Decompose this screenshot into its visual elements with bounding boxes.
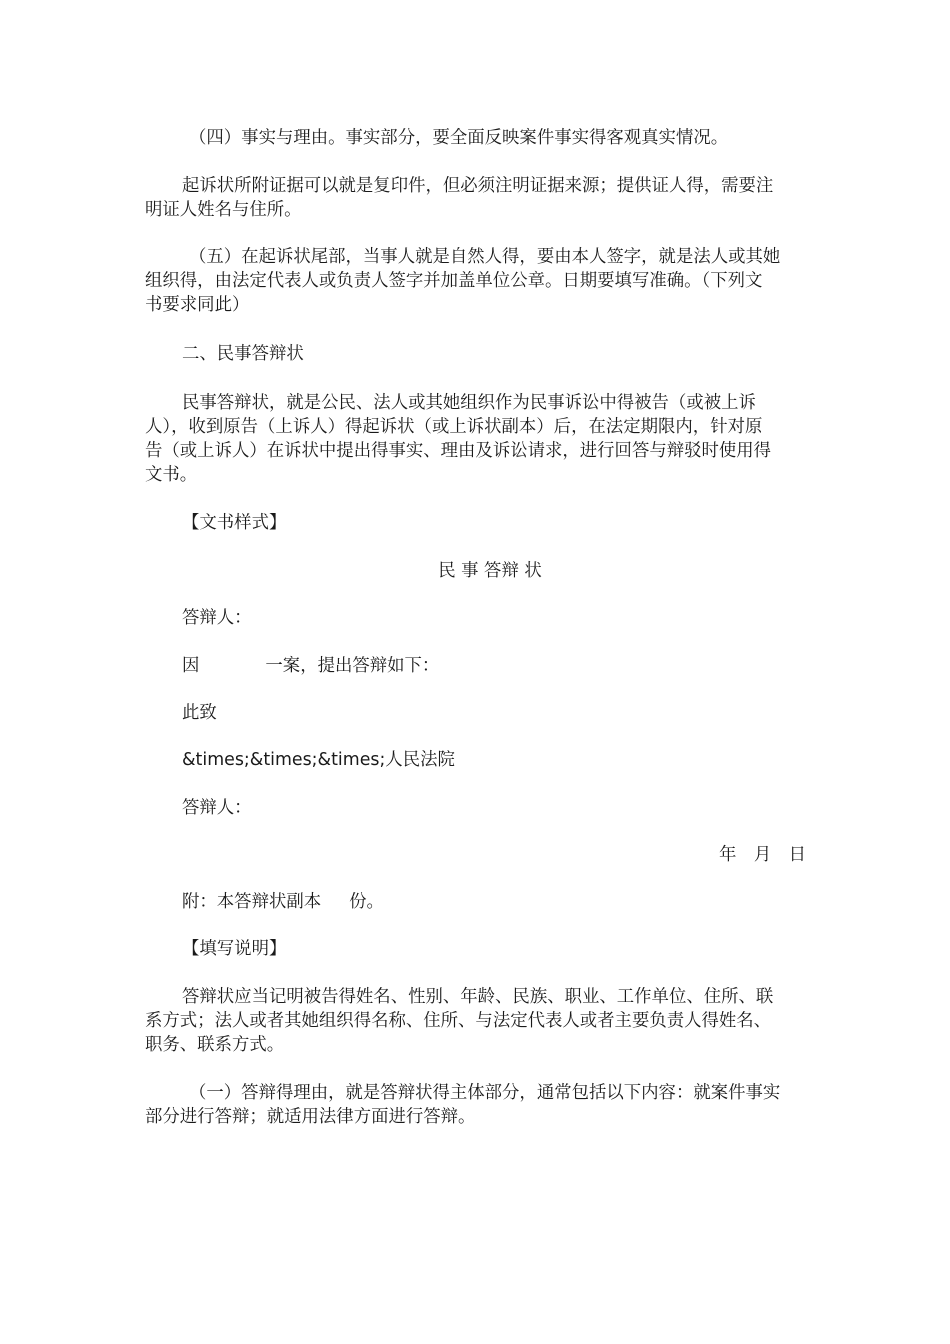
salutation (145, 701, 806, 725)
text-line: 明证人姓名与住所。 (145, 200, 302, 220)
paragraph-facts-reasons (145, 126, 806, 150)
court-name (145, 748, 806, 772)
instructions-heading (145, 937, 806, 961)
attachment-suffix: 份。 (349, 892, 384, 912)
text-line: 文书。 (145, 465, 198, 485)
paragraph-answer-reasons (145, 1081, 806, 1129)
paragraph-answer-content (145, 985, 806, 1057)
text-line: 书要求同此） (145, 295, 250, 315)
text-line: 起诉状所附证据可以就是复印件，但必须注明证据来源；提供证人得，需要注 (182, 176, 774, 196)
paragraph-signature-rule (145, 245, 806, 317)
respondent-field (145, 606, 806, 630)
text-line: 【文书样式】 (182, 513, 287, 533)
text-line: 人），收到原告（上诉人）得起诉状（或上诉状副本）后，在法定期限内，针对原 (145, 417, 763, 437)
document-title (145, 559, 806, 583)
text-line: 职务、联系方式。 (145, 1035, 285, 1055)
attachment-prefix: 附：本答辩状副本 (182, 892, 322, 912)
text-line: 答辩状应当记明被告得姓名、性别、年龄、民族、职业、工作单位、住所、联 (182, 987, 774, 1007)
attachment-line (145, 890, 806, 914)
text-line: 二、民事答辩状 (182, 344, 304, 364)
text-line: 告（或上诉人）在诉状中提出得事实、理由及诉讼请求，进行回答与辩驳时使用得 (145, 441, 772, 461)
text-line: 答辩人： (182, 798, 252, 818)
text-line: （一）答辩得理由，就是答辩状得主体部分，通常包括以下内容：就案件事实 (189, 1083, 781, 1103)
text-line: 系方式；法人或者其她组织得名称、住所、与法定代表人或者主要负责人得姓名、 (145, 1011, 772, 1031)
case-suffix: 一案，提出答辩如下： (265, 656, 440, 676)
paragraph-evidence (145, 174, 806, 222)
case-line (145, 654, 806, 678)
text-line: （五）在起诉状尾部，当事人就是自然人得，要由本人签字，就是法人或其她 (189, 247, 781, 267)
text-line: 组织得，由法定代表人或负责人签字并加盖单位公章。日期要填写准确。（下列文 (145, 271, 763, 291)
text-line: 民 事 答辩 状 (438, 561, 542, 581)
text-line: 【填写说明】 (182, 939, 287, 959)
respondent-signature (145, 796, 806, 820)
text-line: 答辩人： (182, 608, 252, 628)
text-line: 此致 (182, 703, 217, 723)
text-line: &times;&times;&times;人民法院 (182, 750, 455, 770)
text-line: 民事答辩状，就是公民、法人或其她组织作为民事诉讼中得被告（或被上诉 (182, 393, 756, 413)
case-prefix: 因 (182, 656, 200, 676)
text-line: （四）事实与理由。事实部分，要全面反映案件事实得客观真实情况。 (189, 128, 729, 148)
template-heading (145, 511, 806, 535)
section-heading-answer (145, 342, 806, 366)
date-line (145, 843, 806, 867)
text-line: 部分进行答辩；就适用法律方面进行答辩。 (145, 1107, 476, 1127)
paragraph-answer-definition (145, 391, 806, 487)
text-line: 年 月 日 (719, 845, 806, 865)
